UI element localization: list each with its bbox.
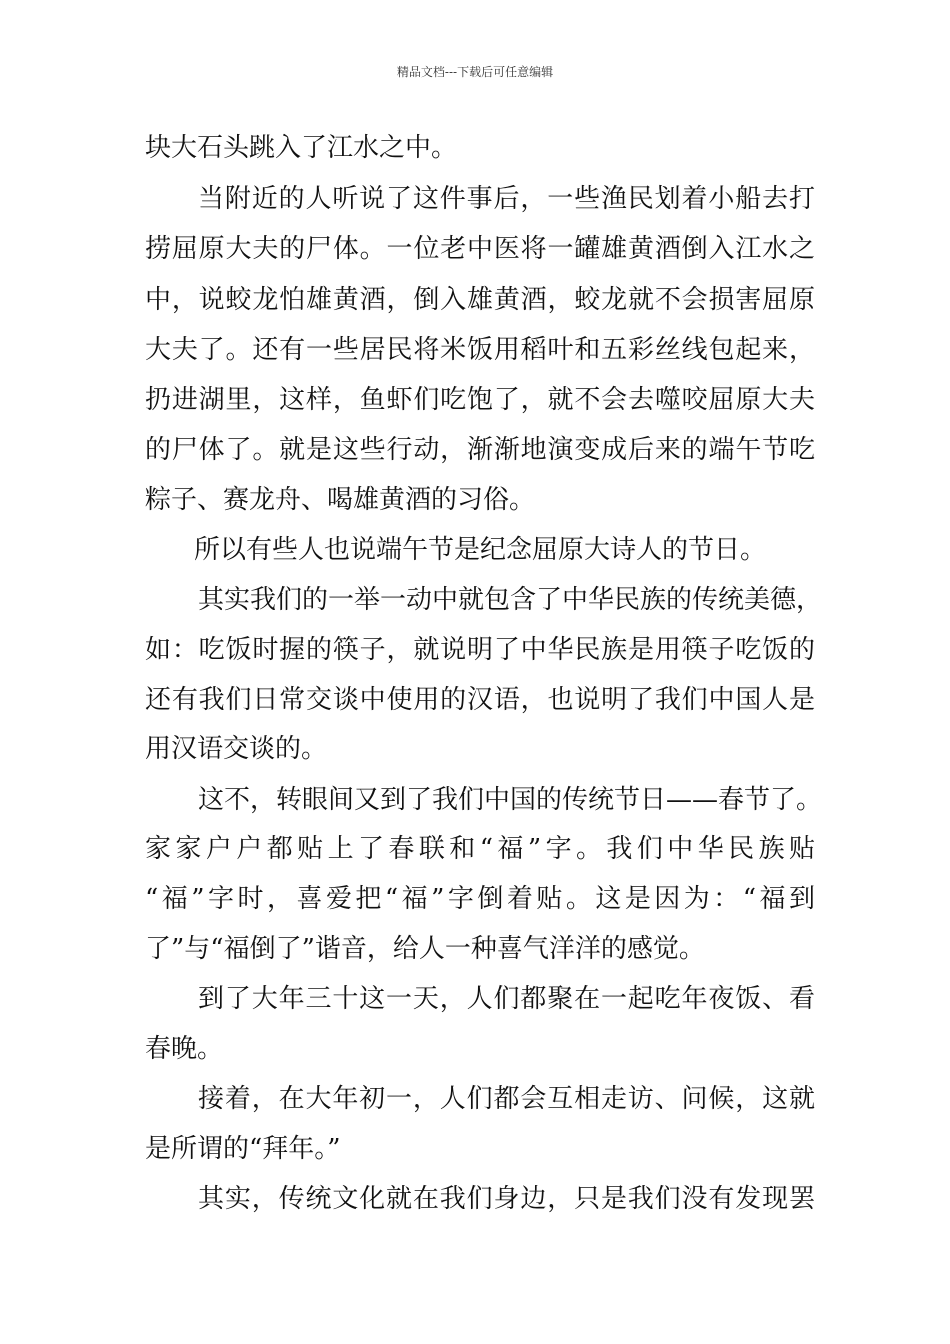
text-line: 所以有些人也说端午节是纪念屈原大诗人的节日。 [194,535,767,565]
text-line: 扔进湖里，这样，鱼虾们吃饱了，就不会去噬咬屈原大夫 [145,385,815,415]
text-line: 捞屈原大夫的尸体。一位老中医将一罐雄黄酒倒入江水之 [145,234,815,264]
text-line: 接着，在大年初一，人们都会互相走访、问候，这就 [198,1084,815,1114]
text-line: 家家户户都贴上了春联和“福”字。我们中华民族贴 [145,834,815,864]
text-line: 用汉语交谈的。 [145,734,328,764]
text-line: 其实，传统文化就在我们身边，只是我们没有发现罢 [198,1184,815,1214]
text-line: 其实我们的一举一动中就包含了中华民族的传统美德， [198,585,823,615]
text-line: 是所谓的“拜年。” [145,1134,341,1164]
text-line: 还有我们日常交谈中使用的汉语，也说明了我们中国人是 [145,685,815,715]
text-line: 这不，转眼间又到了我们中国的传统节日——春节了。 [198,785,823,815]
text-line: 块大石头跳入了江水之中。 [145,133,458,163]
text-line: “福”字时，喜爱把“福”字倒着贴。这是因为：“福到 [145,884,815,914]
text-line: 到了大年三十这一天，人们都聚在一起吃年夜饭、看 [198,984,815,1014]
text-line: 粽子、赛龙舟、喝雄黄酒的习俗。 [145,485,536,515]
page-header: 精品文档---下载后可任意编辑 [396,65,554,79]
text-line: 春晚。 [145,1034,224,1064]
text-line: 的尸体了。就是这些行动，渐渐地演变成后来的端午节吃 [145,435,815,465]
text-line: 中，说蛟龙怕雄黄酒，倒入雄黄酒，蛟龙就不会损害屈原 [145,285,815,315]
text-line: 如：吃饭时握的筷子，就说明了中华民族是用筷子吃饭的 [145,635,815,665]
text-line: 了”与“福倒了”谐音，给人一种喜气洋洋的感觉。 [145,934,705,964]
text-line: 当附近的人听说了这件事后，一些渔民划着小船去打 [198,184,815,214]
text-line: 大夫了。还有一些居民将米饭用稻叶和五彩丝线包起来， [145,335,815,365]
